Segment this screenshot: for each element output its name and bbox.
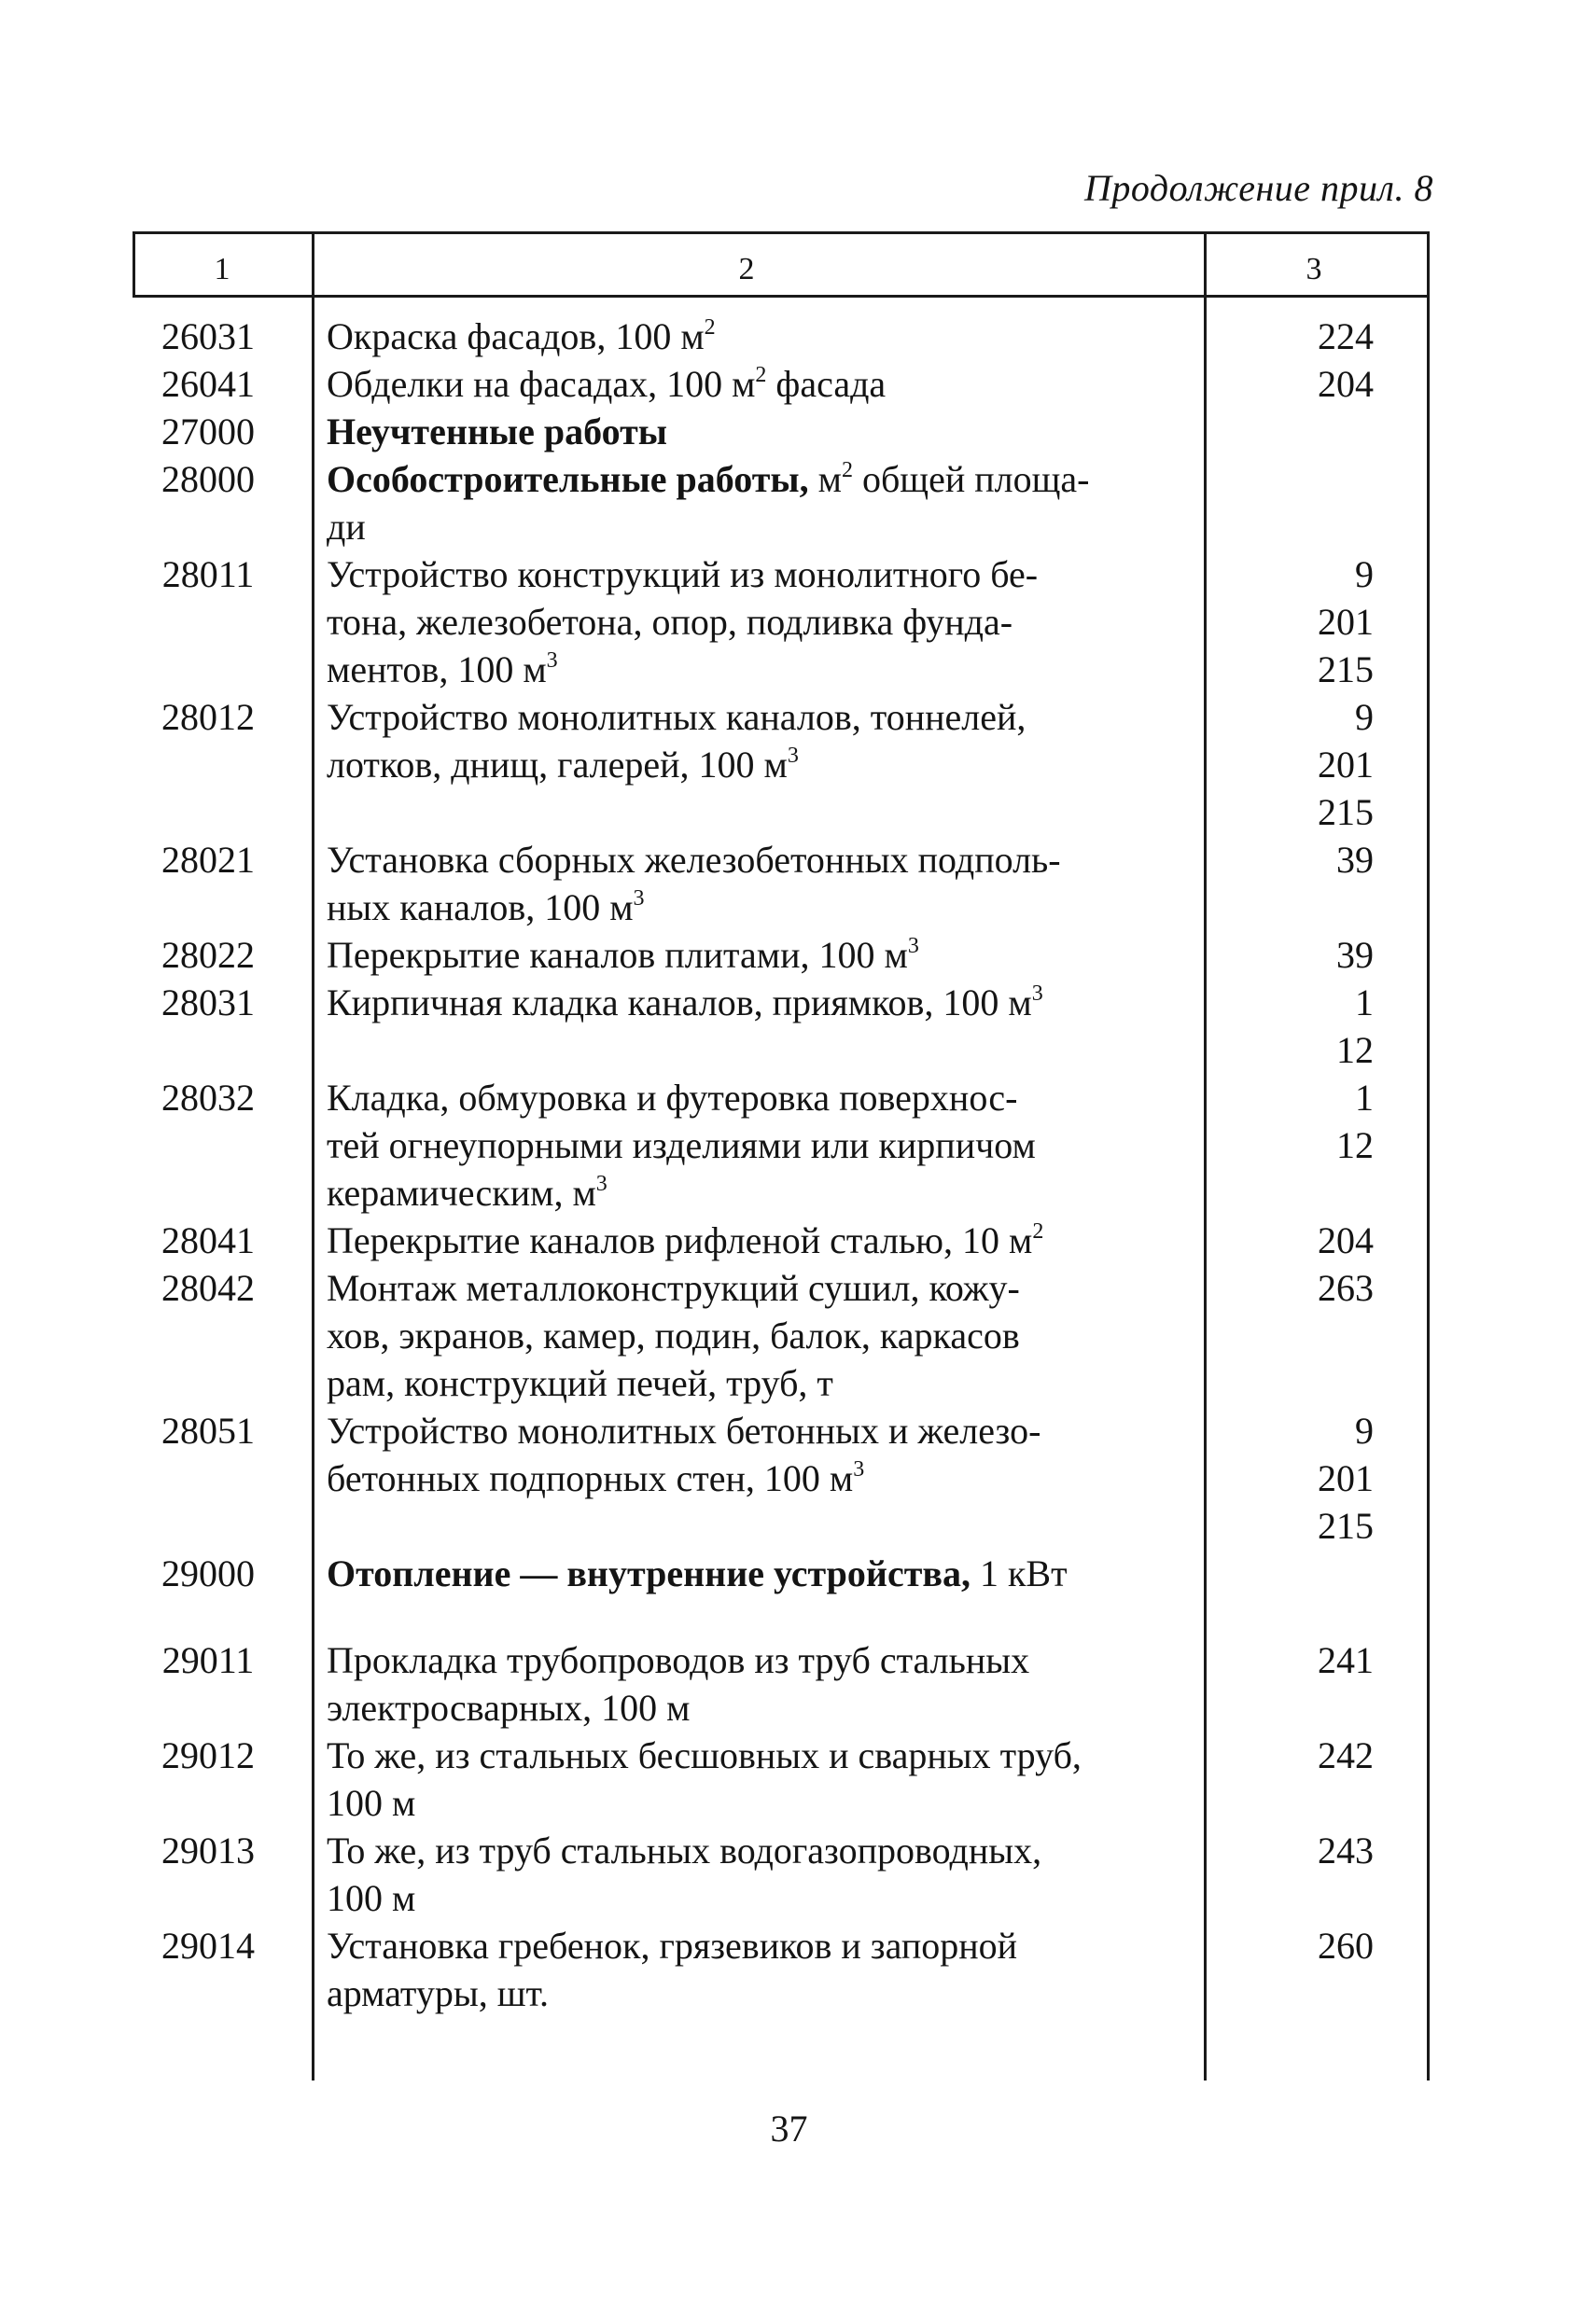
table-row <box>133 1550 1430 1597</box>
reference-number: 12 <box>1336 1029 1374 1071</box>
row-description: Монтаж металлоконструкций сушил, кожу- хов, экранов, камер, подин, балок, каркасов рам, конструкций печей, труб, т <box>327 1267 1020 1404</box>
page-number: 37 <box>770 2108 808 2150</box>
table-top-rule <box>133 231 1430 234</box>
table-row <box>133 931 1430 979</box>
row-code: 29012 <box>161 1734 255 1776</box>
row-references <box>1234 1264 1374 1312</box>
table-row <box>133 455 1430 550</box>
reference-number: 263 <box>1318 1267 1374 1309</box>
row-references <box>1234 836 1374 884</box>
row-references <box>1234 313 1374 360</box>
table-row <box>133 408 1430 455</box>
reference-number: 215 <box>1318 791 1374 833</box>
reference-number: 39 <box>1336 839 1374 881</box>
table-row <box>133 1827 1430 1922</box>
reference-number: 243 <box>1318 1830 1374 1872</box>
row-description: Перекрытие каналов рифленой сталью, 10 $м^2$ <box>327 1219 1044 1261</box>
row-code: 28032 <box>161 1077 255 1119</box>
row-references <box>1234 1636 1374 1684</box>
row-code: 29013 <box>161 1830 255 1872</box>
table-row <box>133 1264 1430 1407</box>
row-description: Установка сборных железобетонных подполь- ных каналов, 100 $м^3$ <box>327 839 1061 928</box>
table-row <box>133 836 1430 931</box>
row-code: 28000 <box>161 458 255 500</box>
table-row <box>133 979 1430 1074</box>
header-col-3: 3 <box>1306 252 1322 286</box>
table-row <box>133 1217 1430 1264</box>
reference-number: 201 <box>1318 601 1374 643</box>
reference-number: 1 <box>1355 981 1374 1023</box>
reference-number: 241 <box>1318 1639 1374 1681</box>
reference-number: 204 <box>1318 363 1374 405</box>
row-references <box>1234 1922 1374 1969</box>
row-code: 27000 <box>161 411 255 452</box>
reference-number: 12 <box>1336 1124 1374 1166</box>
table-row <box>133 1407 1430 1550</box>
row-description: Прокладка трубопроводов из труб стальных электросварных, 100 м <box>327 1639 1030 1729</box>
table-row <box>133 550 1430 693</box>
row-description: Устройство конструкций из монолитного бе- тона, железобетона, опор, подливка фунда- ментов, 100 $м^3$ <box>327 553 1039 690</box>
row-code: 28022 <box>161 934 255 976</box>
row-description: Кирпичная кладка каналов, приямков, 100 $м^3$ <box>327 981 1043 1023</box>
row-code: 29014 <box>161 1925 255 1967</box>
row-references <box>1234 979 1374 1074</box>
reference-number: 9 <box>1355 553 1374 595</box>
row-description: Обделки на фасадах, 100 $м^2$ фасада <box>327 363 887 405</box>
row-code: 26031 <box>161 315 255 357</box>
row-description: Неучтенные работы <box>327 411 667 452</box>
row-references <box>1234 1407 1374 1550</box>
row-references <box>1234 931 1374 979</box>
row-code: 28042 <box>161 1267 255 1309</box>
row-description: То же, из стальных бесшовных и сварных труб, 100 м <box>327 1734 1082 1824</box>
reference-number: 224 <box>1318 315 1374 357</box>
header-bottom-rule <box>133 295 1430 298</box>
row-references <box>1234 360 1374 408</box>
reference-number: 260 <box>1318 1925 1374 1967</box>
row-code: 28012 <box>161 696 255 738</box>
table-row <box>133 1922 1430 2017</box>
table-body <box>133 313 1430 2017</box>
row-description: Перекрытие каналов плитами, 100 $м^3$ <box>327 934 919 976</box>
reference-number: 1 <box>1355 1077 1374 1119</box>
header-col-1: 1 <box>214 252 230 286</box>
row-references <box>1234 1217 1374 1264</box>
row-references <box>1234 550 1374 693</box>
row-code: 26041 <box>161 363 255 405</box>
row-code: 28011 <box>161 553 255 595</box>
row-code: 28041 <box>161 1219 255 1261</box>
row-description: Кладка, обмуровка и футеровка поверхнос- тей огнеупорными изделиями или кирпичом керамическим, $м^3$ <box>327 1077 1036 1214</box>
table-row <box>133 693 1430 836</box>
reference-number: 9 <box>1355 1410 1374 1452</box>
reference-number: 242 <box>1318 1734 1374 1776</box>
row-references <box>1234 693 1374 836</box>
table-row <box>133 1074 1430 1217</box>
row-description: То же, из труб стальных водогазопроводных, 100 м <box>327 1830 1042 1919</box>
row-code: 28021 <box>161 839 255 881</box>
row-references <box>1234 1074 1374 1169</box>
reference-number: 39 <box>1336 934 1374 976</box>
reference-number: 201 <box>1318 1457 1374 1499</box>
row-references <box>1234 1827 1374 1874</box>
row-description: Устройство монолитных бетонных и железо- бетонных подпорных стен, 100 $м^3$ <box>327 1410 1041 1499</box>
table-row <box>133 1636 1430 1732</box>
row-references <box>1234 1732 1374 1779</box>
row-description: Окраска фасадов, 100 $м^2$ <box>327 315 716 357</box>
row-description: Установка гребенок, грязевиков и запорной арматуры, шт. <box>327 1925 1018 2014</box>
header-col-2: 2 <box>738 252 755 286</box>
row-code: 29000 <box>161 1552 255 1594</box>
reference-number: 215 <box>1318 648 1374 690</box>
reference-number: 9 <box>1355 696 1374 738</box>
reference-number: 215 <box>1318 1505 1374 1547</box>
table-row <box>133 313 1430 360</box>
reference-number: 204 <box>1318 1219 1374 1261</box>
row-code: 28051 <box>161 1410 255 1452</box>
row-description: Устройство монолитных каналов, тоннелей, лотков, днищ, галерей, 100 $м^3$ <box>327 696 1026 786</box>
data-table <box>133 231 1430 2080</box>
reference-number: 201 <box>1318 744 1374 786</box>
table-row <box>133 1732 1430 1827</box>
table-row <box>133 360 1430 408</box>
continuation-label: Продолжение прил. 8 <box>1083 167 1433 209</box>
row-code: 28031 <box>161 981 255 1023</box>
row-description: Особостроительные работы, $м^2$ общей площа- ди <box>327 458 1090 548</box>
row-code: 29011 <box>161 1639 255 1681</box>
row-description: Отопление — внутренние устройства, 1 кВт <box>327 1552 1068 1594</box>
left-outer-rule <box>133 231 135 295</box>
